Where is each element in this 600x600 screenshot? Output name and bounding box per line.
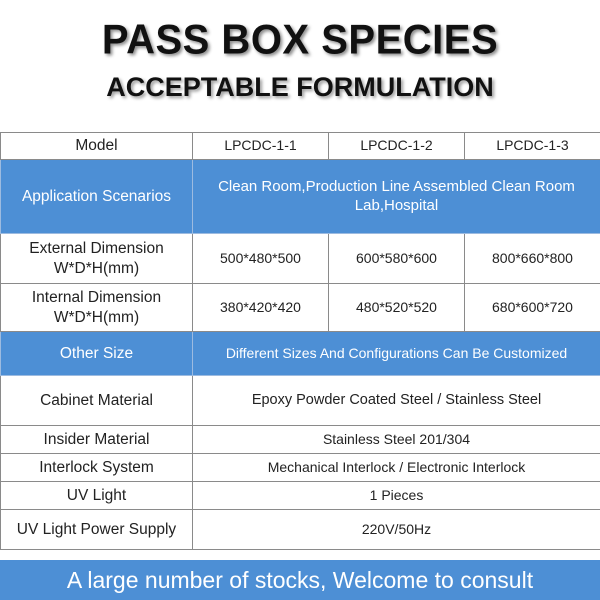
- model-cell-3: LPCDC-1-3: [465, 133, 600, 160]
- table-row-application: [1, 160, 600, 234]
- external-cell-3: 800*660*800: [465, 234, 600, 284]
- internal-cell-2: 480*520*520: [329, 284, 465, 332]
- insider-value: Stainless Steel 201/304: [193, 426, 600, 454]
- external-label: External Dimension W*D*H(mm): [1, 234, 193, 284]
- internal-cell-3: 680*600*720: [465, 284, 600, 332]
- model-cell-2: LPCDC-1-2: [329, 133, 465, 160]
- table-row-cabinet: [1, 376, 600, 426]
- table-row-internal: [1, 284, 600, 332]
- table-row-model: [1, 133, 600, 160]
- other-size-label: Other Size: [1, 332, 193, 376]
- insider-label: Insider Material: [1, 426, 193, 454]
- uv-value: 1 Pieces: [193, 482, 600, 510]
- external-cell-2: 600*580*600: [329, 234, 465, 284]
- table-row-uv: [1, 482, 600, 510]
- interlock-label: Interlock System: [1, 454, 193, 482]
- cabinet-label: Cabinet Material: [1, 376, 193, 426]
- footer-banner: A large number of stocks, Welcome to consult: [0, 560, 600, 600]
- external-cell-1: 500*480*500: [193, 234, 329, 284]
- table-row-external: [1, 234, 600, 284]
- uv-label: UV Light: [1, 482, 193, 510]
- uv-power-label: UV Light Power Supply: [1, 510, 193, 550]
- page-title: PASS BOX SPECIES: [101, 16, 499, 64]
- model-cell-1: LPCDC-1-1: [193, 133, 329, 160]
- cabinet-value: Epoxy Powder Coated Steel / Stainless Steel: [193, 376, 600, 426]
- table-row-other-size: [1, 332, 600, 376]
- page-subtitle: ACCEPTABLE FORMULATION: [106, 72, 494, 102]
- internal-cell-1: 380*420*420: [193, 284, 329, 332]
- model-label: Model: [1, 133, 193, 160]
- table-row-insider: [1, 426, 600, 454]
- table-row-uv-power: [1, 510, 600, 550]
- application-value: Clean Room,Production Line Assembled Clean Room Lab,Hospital: [193, 160, 600, 234]
- other-size-value: Different Sizes And Configurations Can Be Customized: [193, 332, 600, 376]
- spec-table: [0, 132, 600, 550]
- table-row-interlock: [1, 454, 600, 482]
- interlock-value: Mechanical Interlock / Electronic Interlock: [193, 454, 600, 482]
- application-label: Application Scenarios: [1, 160, 193, 234]
- uv-power-value: 220V/50Hz: [193, 510, 600, 550]
- internal-label: Internal Dimension W*D*H(mm): [1, 284, 193, 332]
